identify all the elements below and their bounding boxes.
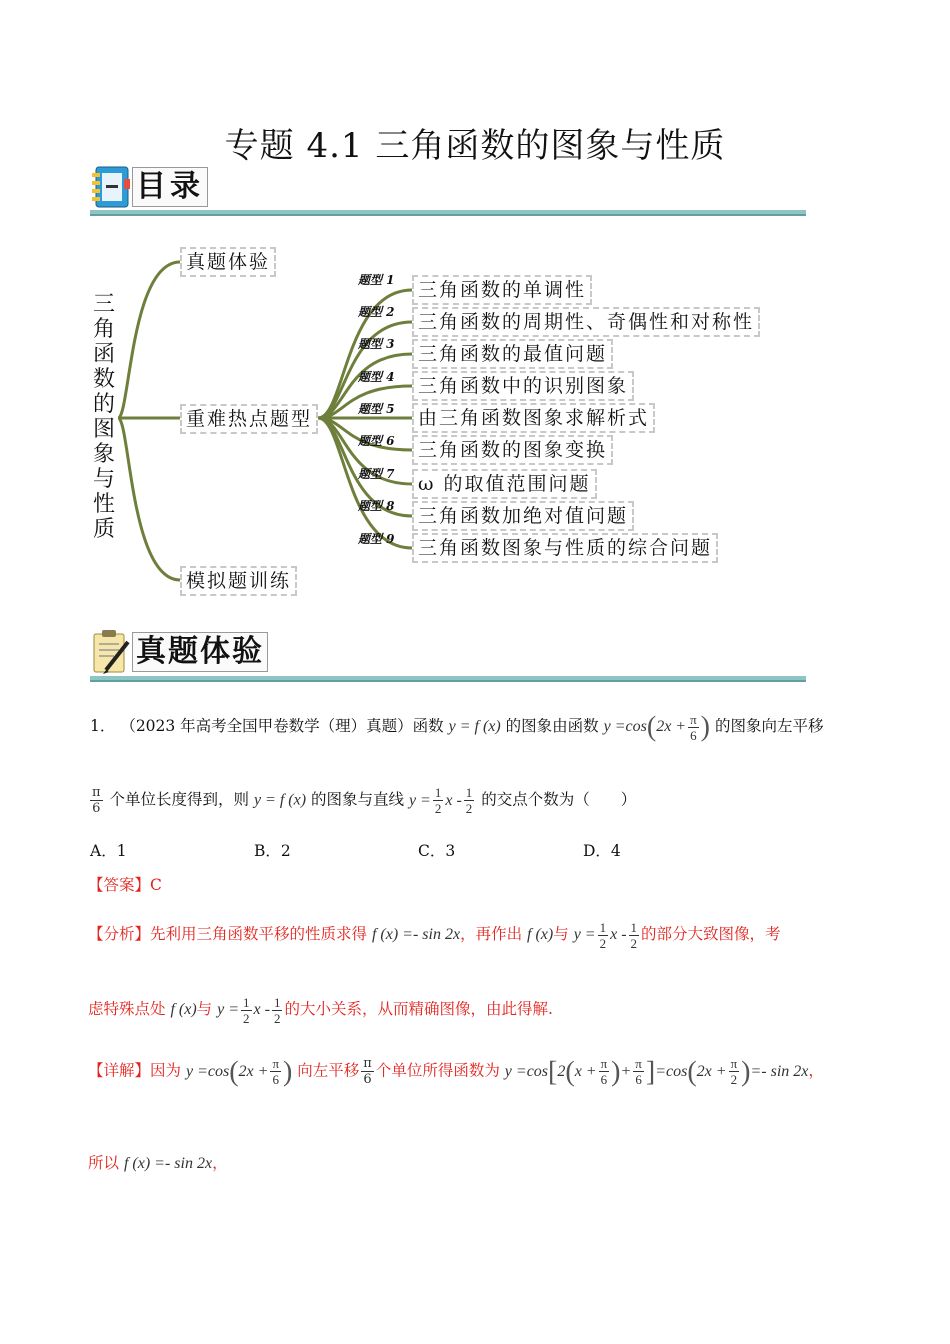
branch-real-exam[interactable]: 真题体验 xyxy=(180,247,276,277)
section-heading-text: 真题体验 xyxy=(132,632,268,672)
option-a[interactable]: A．1 xyxy=(90,842,127,860)
type-label-9: 题型 9 xyxy=(358,532,395,546)
type-label-3: 题型 3 xyxy=(358,337,395,351)
question-line-2: $\frac{\pi}{6}$ 个单位长度得到，则 y = f (x) 的图象与直线 y = $\frac{1}{2}$ x - $\frac{1}{2}$ 的交点个数为（ ） xyxy=(92,785,637,817)
question-number: 1． xyxy=(90,717,116,736)
question-line-1: 1． （2023 年高考全国甲卷数学（理）真题）函数 y = f (x) 的图象由函数 y =cos(2x + $\frac{\pi}{6}$ ) 的图象向左平移 xyxy=(90,711,824,743)
type-item-2[interactable]: 三角函数的周期性、奇偶性和对称性 xyxy=(412,307,760,337)
type-label-2: 题型 2 xyxy=(358,305,395,319)
type-item-5[interactable]: 由三角函数图象求解析式 xyxy=(412,403,655,433)
type-item-9[interactable]: 三角函数图象与性质的综合问题 xyxy=(412,533,718,563)
answer-line xyxy=(88,874,162,896)
section-heading xyxy=(90,628,270,676)
branch-key-types[interactable]: 重难热点题型 xyxy=(180,404,318,434)
option-d[interactable]: D．4 xyxy=(583,842,621,860)
answer-label: 【答案】 xyxy=(88,876,151,894)
type-label-6: 题型 6 xyxy=(358,434,395,448)
mindmap-root: 三角函数的图象与性质 xyxy=(92,292,115,542)
option-b[interactable]: B．2 xyxy=(254,842,291,860)
type-item-6[interactable]: 三角函数的图象变换 xyxy=(412,435,613,465)
answer-value: C xyxy=(150,876,162,894)
detail-line-2: 所以 f (x) =- sin 2x， xyxy=(88,1154,228,1172)
analysis-line-2: 虑特殊点处 f (x)与 y = $\frac{1}{2}$ x - $\frac{1}{2}$ 的大小关系，从而精确图像，由此得解. xyxy=(88,995,553,1026)
detail-line-1: 【详解】因为 y =cos(2x + $\frac{\pi}{6}$ ) 向左平移 $\frac{\pi}{6}$ 个单位所得函数为 y =cos[2(x + $\frac{\pi}{6}$ )+ $\frac{\pi}{6}$ ]=cos(2x + $\frac{\pi}{2}$ )=- sin 2x， xyxy=(88,1055,824,1088)
type-label-8: 题型 8 xyxy=(358,499,395,513)
page-title: 专题 4.1 三角函数的图象与性质 xyxy=(224,126,726,166)
type-label-4: 题型 4 xyxy=(358,370,395,384)
type-label-1: 题型 1 xyxy=(358,273,395,287)
type-item-4[interactable]: 三角函数中的识别图象 xyxy=(412,371,634,401)
clipboard-pen-icon xyxy=(90,628,132,676)
option-c[interactable]: C．3 xyxy=(418,842,456,860)
section-rule xyxy=(90,676,806,682)
type-item-7[interactable]: ω 的取值范围问题 xyxy=(412,469,597,499)
question-source: （2023 年高考全国甲卷数学（理）真题）函数 xyxy=(120,717,444,736)
type-label-5: 题型 5 xyxy=(358,402,395,416)
type-item-3[interactable]: 三角函数的最值问题 xyxy=(412,339,613,369)
type-label-7: 题型 7 xyxy=(358,467,395,481)
toc-heading-text: 目录 xyxy=(132,167,208,207)
analysis-line-1: 【分析】先利用三角函数平移的性质求得 f (x) =- sin 2x，再作出 f (x)与 y = $\frac{1}{2}$ x - $\frac{1}{2}$ 的部分大致图像，考 xyxy=(88,920,781,951)
branch-mock-practice[interactable]: 模拟题训练 xyxy=(180,566,297,596)
type-item-8[interactable]: 三角函数加绝对值问题 xyxy=(412,501,634,531)
type-item-1[interactable]: 三角函数的单调性 xyxy=(412,275,592,305)
